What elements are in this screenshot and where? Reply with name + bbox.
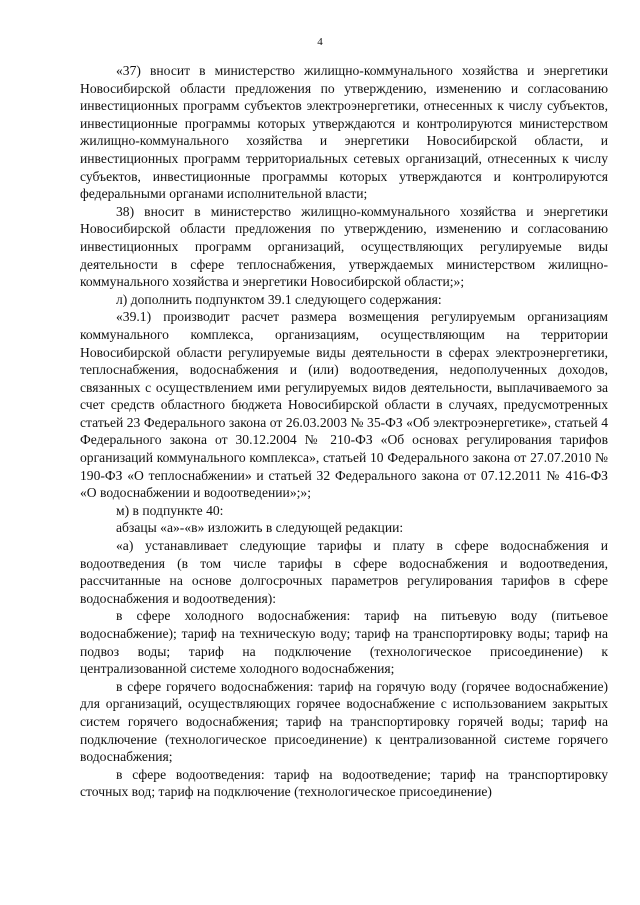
paragraph-wastewater: в сфере водоотведения: тариф на водоотведение; тариф на транспортировку сточных вод; тариф на подключение (технологическое присоединение) [80, 766, 608, 800]
paragraph-abzacy: абзацы «а»-«в» изложить в следующей редакции: [116, 520, 404, 536]
paragraph-a-tariffs: «а) устанавливает следующие тарифы и плату в сфере водоснабжения и водоотведения (в том числе тарифы в сфере водоснабжения и водоотведения, рассчитанные на основе долгосрочных параметров регулирования тарифов в сфере водоснабжения и водоотведения): [80, 538, 608, 606]
paragraph-subitem-m: м) в подпункте 40: [116, 502, 224, 518]
page-number: 4 [317, 36, 323, 48]
paragraph-38: 38) вносит в министерство жилищно-коммунального хозяйства и энергетики Новосибирской области предложения по утверждению, изменению и согласованию инвестиционных программ организаций, осуществляющих регулируемые виды деятельности в сфере теплоснабжения, утверждаемых министерством жилищно-коммунального хозяйства и энергетики Новосибирской области;»; [80, 203, 608, 290]
paragraph-hot-water: в сфере горячего водоснабжения: тариф на горячую воду (горячее водоснабжение) для организаций, осуществляющих горячее водоснабжение с использованием закрытых систем горячего водоснабжения; тариф на транспортировку горячей воды; тариф на подключение (технологическое присоединение) к централизованной системе горячего водоснабжения; [80, 678, 608, 765]
paragraph-subitem-l: л) дополнить подпунктом 39.1 следующего содержания: [116, 291, 442, 307]
paragraph-39-1: «39.1) производит расчет размера возмещения регулируемым организациям коммунального комплекса, организациям, осуществляющим на территории Новосибирской области регулируемые виды деятельности в сферах электроэнергетики, теплоснабжения, водоснабжения и (или) водоотведения, недополученных доходов, связанных с осуществлением ими регулируемых видов деятельности, выплачиваемого за счет средств областного бюджета Новосибирской области в случаях, предусмотренных статьей 23 Федерального закона от 26.03.2003 № 35-ФЗ «Об электроэнергетике», статьей 4 Федерального закона от 30.12.2004 № 210-ФЗ «Об основах регулирования тарифов организаций коммунального комплекса», статьей 10 Федерального закона от 27.07.2010 № 190-ФЗ «О теплоснабжении» и статьей 32 Федерального закона от 07.12.2011 № 416-ФЗ «О водоснабжении и водоотведении»;»; [80, 309, 608, 501]
document-body [80, 62, 608, 801]
paragraph-37: «37) вносит в министерство жилищно-коммунального хозяйства и энергетики Новосибирской области предложения по утверждению, изменению и согласованию инвестиционных программ субъектов электроэнергетики, отнесенных к числу субъектов, инвестиционные программы которых утверждаются и контролируются министерством жилищно-коммунального хозяйства и энергетики Новосибирской области, и инвестиционных программ территориальных сетевых организаций, отнесенных к числу субъектов, инвестиционные программы которых утверждаются и контролируются федеральными органами исполнительной власти; [80, 63, 608, 202]
paragraph-cold-water: в сфере холодного водоснабжения: тариф на питьевую воду (питьевое водоснабжение); тариф на техническую воду; тариф на транспортировку воды; тариф на подвоз воды; тариф на подключение (технологическое присоединение) к централизованной системе холодного водоснабжения; [80, 608, 608, 677]
